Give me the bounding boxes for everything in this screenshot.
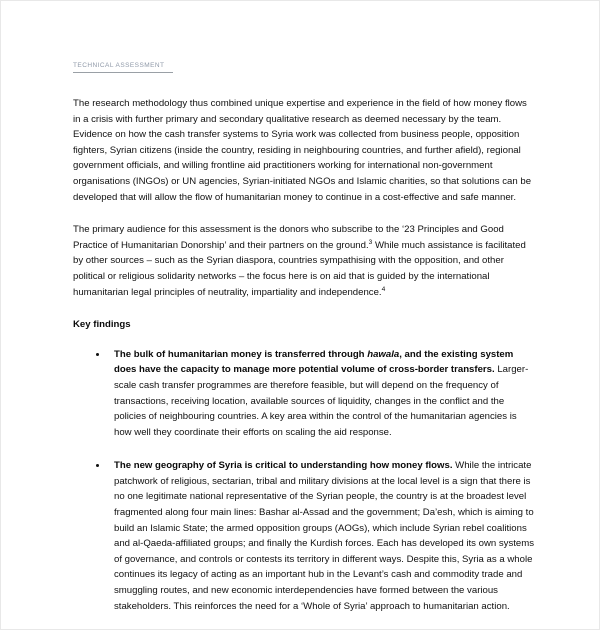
document-section-header: [73, 62, 173, 73]
footnote-marker-3: 3: [368, 238, 373, 246]
footnote-marker-4: 4: [381, 285, 386, 293]
document-section-header-label: TECHNICAL ASSESSMENT: [73, 62, 165, 69]
audience-paragraph: [73, 222, 535, 300]
finding-body: While the intricate patchwork of religious, sectarian, tribal and military divisions at the local level is a sign that there is no one legitimate national representative of the Syrian people, the country is at the broadest level fragmented along four main lines: Bashar al-Assad and the government; Da’esh, which is aiming to build an Islamic State; the armed opposition groups (AOGs), which include Syrian rebel coalitions and al-Qaeda-affiliated groups; and finally the Kurdish forces. Each has developed its own systems of governance, and controls or contests its territory in different ways. Despite this, Syria as a whole continues its legacy of acting as an important hub in the Levant’s cash and commodity trade and smuggling routes, and new economic interdependencies have formed between the various stakeholders. This reinforces the need for a ‘Whole of Syria’ approach to humanitarian action.: [114, 460, 535, 612]
document-body: [73, 96, 535, 630]
bullet-point-icon: [96, 464, 99, 467]
key-findings-heading: Key findings: [73, 319, 131, 331]
list-item: [73, 458, 535, 614]
bullet-point-icon: [96, 353, 99, 356]
finding-lead-part1: The bulk of humanitarian money is transferred through: [114, 348, 368, 360]
audience-paragraph-part1: The primary audience for this assessment is the donors who subscribe to the ‘23 Principles and Good Practice of Humanitarian Donorship’ and their partners on the ground.: [73, 224, 504, 251]
finding-body: Larger-scale cash transfer programmes are therefore feasible, but will depend on the frequency of transactions, receiving location, available sources of liquidity, changes in the conflict and the policies of neighbouring countries. A key area within the control of the humanitarian agencies is how well they coordinate their efforts on scaling the aid response.: [114, 364, 529, 438]
finding-lead-italic: hawala: [367, 348, 400, 360]
audience-paragraph-part2: While much assistance is facilitated by other sources – such as the Syrian diaspora, countries sympathising with the opposition, and other political or religious solidarity networks – the focus here is on aid that is guided by the international humanitarian legal principles of neutrality, impartiality and independence.: [73, 239, 526, 298]
methodology-paragraph: The research methodology thus combined unique expertise and experience in the field of how money flows in a crisis with further primary and secondary qualitative research as deemed necessary by the team. Evidence on how the cash transfer systems to Syria work was collected from business people, opposition fighters, Syrian citizens (inside the country, residing in neighbouring countries, and further afield), regional government officials, and willing frontline aid practitioners working for international non-government organisations (INGOs) or UN agencies, Syrian-initiated NGOs and Islamic charities, so that solutions can be developed that will allow the flow of humanitarian money to continue in a cost-effective and safe manner.: [73, 98, 532, 203]
list-item: [73, 347, 535, 441]
finding-lead-part2: , and the existing system does have the capacity to manage more potential volume of cross-border transfers.: [114, 348, 514, 376]
finding-lead-part1: The new geography of Syria is critical to understanding how money flows.: [114, 460, 453, 472]
key-findings-list: [73, 347, 535, 615]
